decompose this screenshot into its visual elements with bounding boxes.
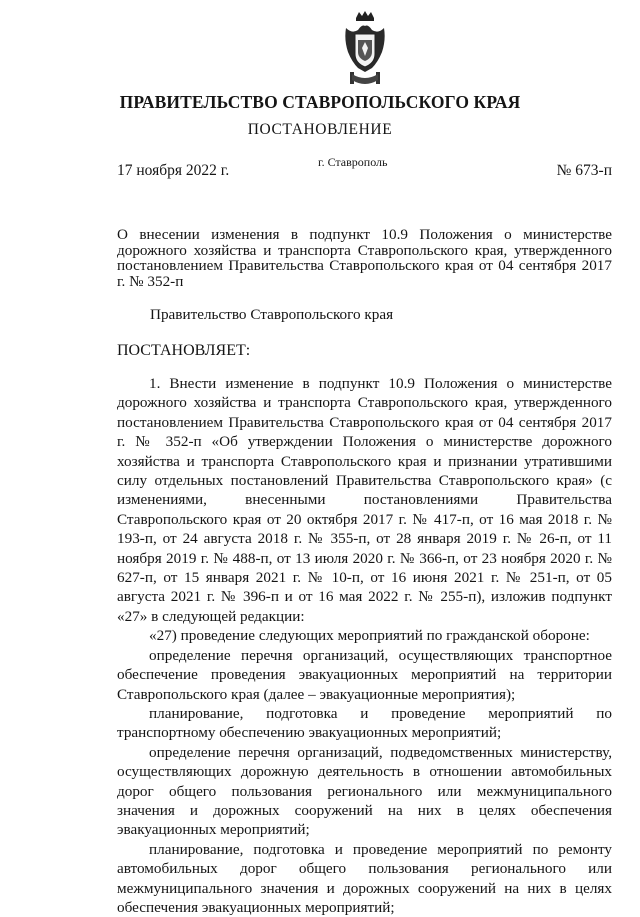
document-city: г. Ставрополь [318,155,388,169]
document-type: ПОСТАНОВЛЕНИЕ [247,121,393,138]
paragraph: планирование, подготовка и проведение мероприятий по ремонту автомобильных дорог общего пользования регионального или межмуниципального значения и дорожных сооружений на них в целях обеспечения эвакуационных мероприятий; [117,840,612,916]
paragraph: определение перечня организаций, подведомственных министерству, осуществляющих дорожную деятельность в отношении автомобильных дорог общего пользования регионального или межмуниципального значения и дорожных сооружений на них в целях обеспечения эвакуационных мероприятий; [117,743,612,839]
paragraph: «27) проведение следующих мероприятий по гражданской обороне: [149,627,590,645]
document-number: № 673-п [556,162,612,179]
resolves-heading: ПОСТАНОВЛЯЕТ: [117,342,251,359]
document-body [117,374,612,917]
preamble: Правительство Ставропольского края [150,306,394,323]
coat-of-arms-icon [342,10,388,88]
paragraph: определение перечня организаций, осуществляющих транспортное обеспечение проведения эвакуационных мероприятий на территории Ставропольского края (далее – эвакуационные мероприятия); [117,646,612,703]
paragraph: 1. Внести изменение в подпункт 10.9 Положения о министерстве дорожного хозяйства и транспорта Ставропольского края, утвержденного постановлением Правительства Ставропольского края от 04 сентября 2017 г. № 352-п «Об утверждении Положения о министерстве дорожного хозяйства и транспорта Ставропольского края и признании утратившими силу отдельных постановлений Правительства Ставропольского края» (с изменениями, внесенными постановлениями Правительства Ставропольского края от 20 октября 2017 г. № 417-п, от 16 мая 2018 г. № 193-п, от 24 августа 2018 г. № 355-п, от 28 января 2019 г. № 26-п, от 11 ноября 2019 г. № 488-п, от 13 июля 2020 г. № 366-п, от 23 ноября 2020 г. № 627-п, от 15 января 2021 г. № 10-п, от 16 июня 2021 г. № 251-п, от 05 августа 2021 г. № 396-п и от 16 мая 2022 г. № 255-п), изложив подпункт «27» в следующей редакции: [117,375,612,625]
government-title: ПРАВИТЕЛЬСТВО СТАВРОПОЛЬСКОГО КРАЯ [119,92,521,112]
document-date: 17 ноября 2022 г. [117,162,230,179]
document-subject: О внесении изменения в подпункт 10.9 Положения о министерстве дорожного хозяйства и транспорта Ставропольского края, утвержденного постановлением Правительства Ставропольского края от 04 сентября 2017 г. № 352-п [117,226,612,290]
paragraph: планирование, подготовка и проведение мероприятий по транспортному обеспечению эвакуационных мероприятий; [117,704,612,742]
